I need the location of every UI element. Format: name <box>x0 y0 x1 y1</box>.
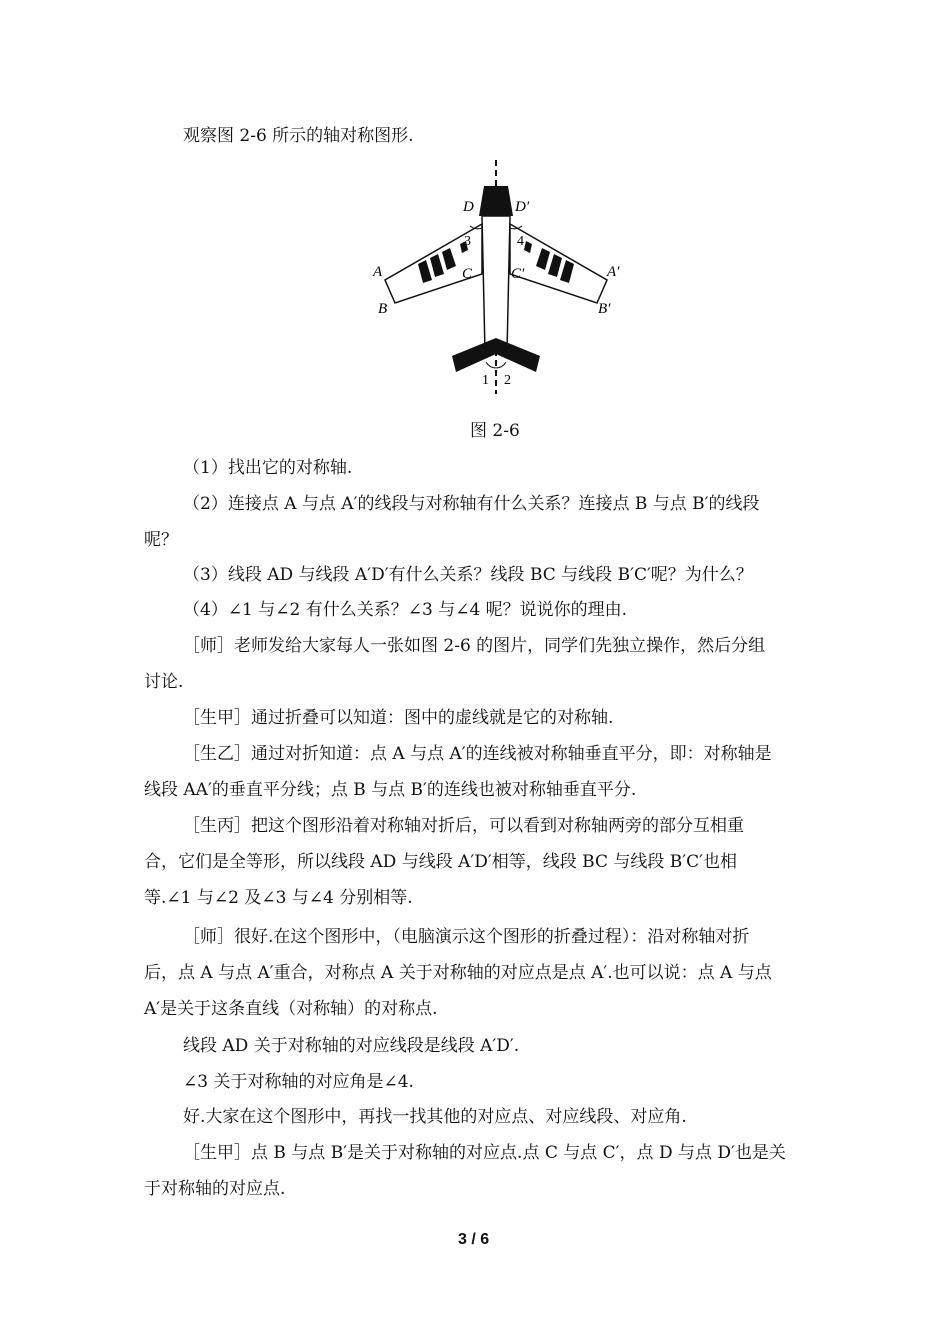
label-A: A <box>373 264 383 280</box>
fuselage <box>482 216 510 352</box>
teacher-good-cont1: 后，点 A 与点 A′重合，对称点 A 关于对称轴的对应点是点 A′.也可以说：点 A 与点 <box>144 963 772 983</box>
segment-correspondence: 线段 AD 关于对称轴的对应线段是线段 A′D′. <box>183 1036 520 1056</box>
label-C: C <box>462 266 473 282</box>
label-B-prime: B′ <box>598 301 611 317</box>
paragraph-intro: 观察图 2-6 所示的轴对称图形. <box>183 126 414 146</box>
label-4: 4 <box>517 234 524 249</box>
student-bing: ［生丙］把这个图形沿着对称轴对折后，可以看到对称轴两旁的部分互相重 <box>183 816 744 836</box>
question-3: （3）线段 AD 与线段 A′D′有什么关系？线段 BC 与线段 B′C′呢？为什么？ <box>183 565 753 585</box>
figure-caption: 图 2-6 <box>470 421 520 441</box>
question-2: （2）连接点 A 与点 A′的线段与对称轴有什么关系？连接点 B 与点 B′的线段 <box>183 494 760 514</box>
student-jia-2: ［生甲］点 B 与点 B′是关于对称轴的对应点.点 C 与点 C′，点 D 与点 D′也是关 <box>183 1143 786 1163</box>
label-1: 1 <box>482 373 489 388</box>
angle-2-arc <box>496 362 506 368</box>
label-D: D <box>463 199 474 215</box>
student-yi: ［生乙］通过对折知道：点 A 与点 A′的连线被对称轴垂直平分，即：对称轴是 <box>183 744 772 764</box>
label-B: B <box>378 301 388 317</box>
student-yi-cont: 线段 AA′的垂直平分线；点 B 与点 B′的连线也被对称轴垂直平分. <box>144 780 637 800</box>
figure-2-6-airplane <box>360 158 640 398</box>
teacher-line: ［师］老师发给大家每人一张如图 2-6 的图片，同学们先独立操作，然后分组 <box>183 636 766 656</box>
question-4: （4）∠1 与∠2 有什么关系？∠3 与∠4 呢？说说你的理由. <box>183 600 628 620</box>
label-2: 2 <box>504 373 511 388</box>
find-others: 好.大家在这个图形中，再找一找其他的对应点、对应线段、对应角. <box>183 1107 687 1127</box>
student-jia-2-cont: 于对称轴的对应点. <box>144 1179 286 1199</box>
teacher-good-cont2: A′是关于这条直线（对称轴）的对称点. <box>144 999 438 1019</box>
label-C-prime: C′ <box>511 266 525 282</box>
student-bing-cont1: 合，它们是全等形，所以线段 AD 与线段 A′D′相等，线段 BC 与线段 B′C′也相 <box>144 852 737 872</box>
student-bing-cont2: 等.∠1 与∠2 及∠3 与∠4 分别相等. <box>144 888 413 908</box>
teacher-good: ［师］很好.在这个图形中，（电脑演示这个图形的折叠过程）：沿对称轴对折 <box>183 927 750 947</box>
label-D-prime: D′ <box>515 199 530 215</box>
angle-1-arc <box>486 362 496 368</box>
nose <box>479 186 513 216</box>
student-jia: ［生甲］通过折叠可以知道：图中的虚线就是它的对称轴. <box>183 708 614 728</box>
angle-correspondence: ∠3 关于对称轴的对应角是∠4. <box>183 1072 414 1092</box>
label-3: 3 <box>464 234 471 249</box>
page-number: 3 / 6 <box>458 1231 490 1248</box>
question-1: （1）找出它的对称轴. <box>183 458 353 478</box>
label-A-prime: A′ <box>607 264 620 280</box>
teacher-line-cont: 讨论. <box>144 672 184 692</box>
question-2-cont: 呢？ <box>144 530 178 550</box>
